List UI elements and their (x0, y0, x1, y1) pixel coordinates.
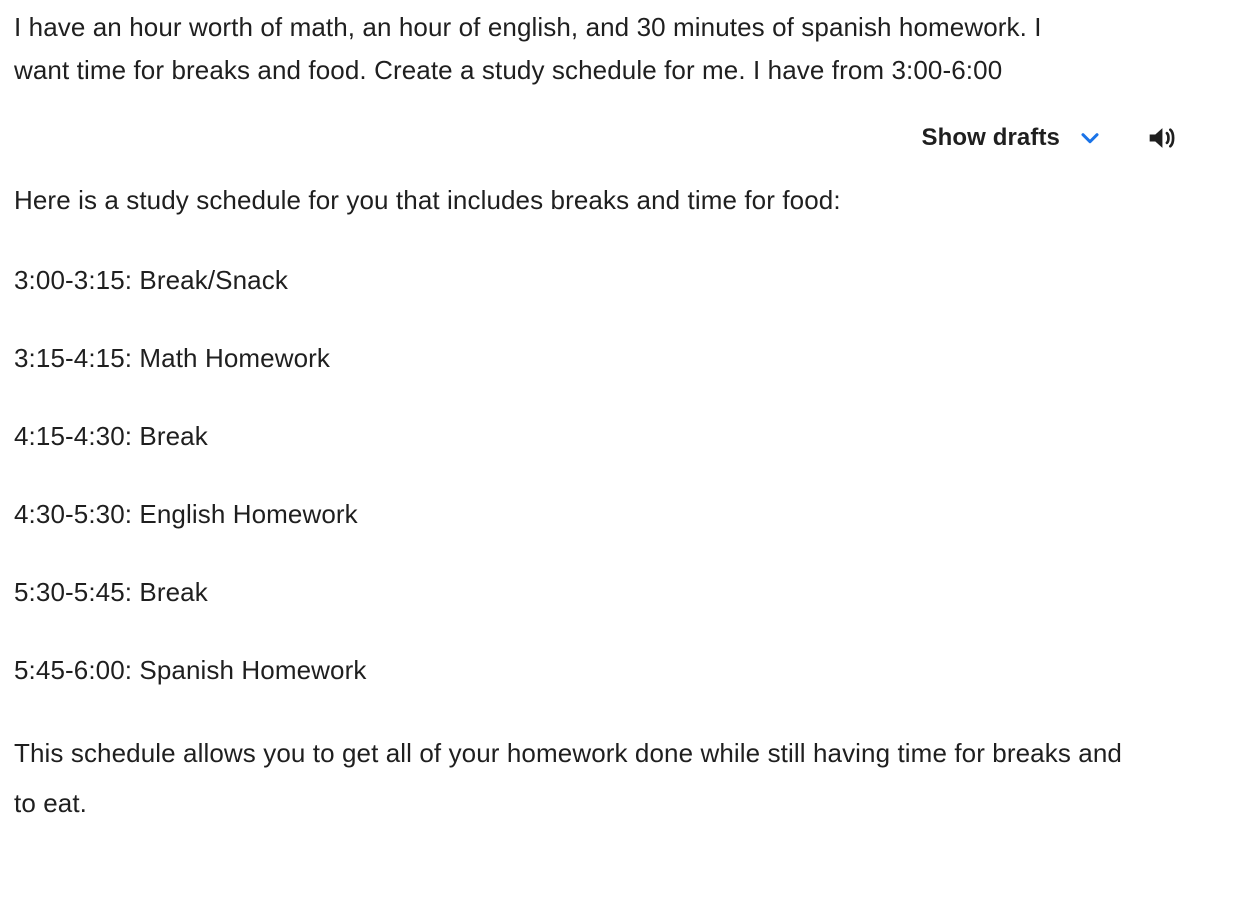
schedule-item: 4:15-4:30: Break (14, 421, 208, 451)
show-drafts-label: Show drafts (921, 124, 1060, 151)
show-drafts-button[interactable] (922, 124, 1104, 152)
user-prompt-text: I have an hour worth of math, an hour of english, and 30 minutes of spanish homework. I want time for breaks and food. Create a study schedule for me. I have from 3:00-6:00 (14, 12, 1042, 85)
schedule-item: 5:45-6:00: Spanish Homework (14, 655, 367, 685)
schedule-item: 5:30-5:45: Break (14, 577, 208, 607)
response-toolbar (14, 110, 1230, 166)
speaker-volume-icon[interactable] (1140, 117, 1182, 159)
schedule-item: 3:15-4:15: Math Homework (14, 343, 330, 373)
schedule-item: 4:30-5:30: English Homework (14, 499, 358, 529)
response-intro: Here is a study schedule for you that includes breaks and time for food: (14, 185, 841, 215)
response-closing: This schedule allows you to get all of your homework done while still having time for breaks and to eat. (14, 738, 1122, 818)
assistant-response (14, 180, 1230, 828)
chevron-down-icon[interactable] (1076, 124, 1104, 152)
schedule-item: 3:00-3:15: Break/Snack (14, 265, 288, 295)
